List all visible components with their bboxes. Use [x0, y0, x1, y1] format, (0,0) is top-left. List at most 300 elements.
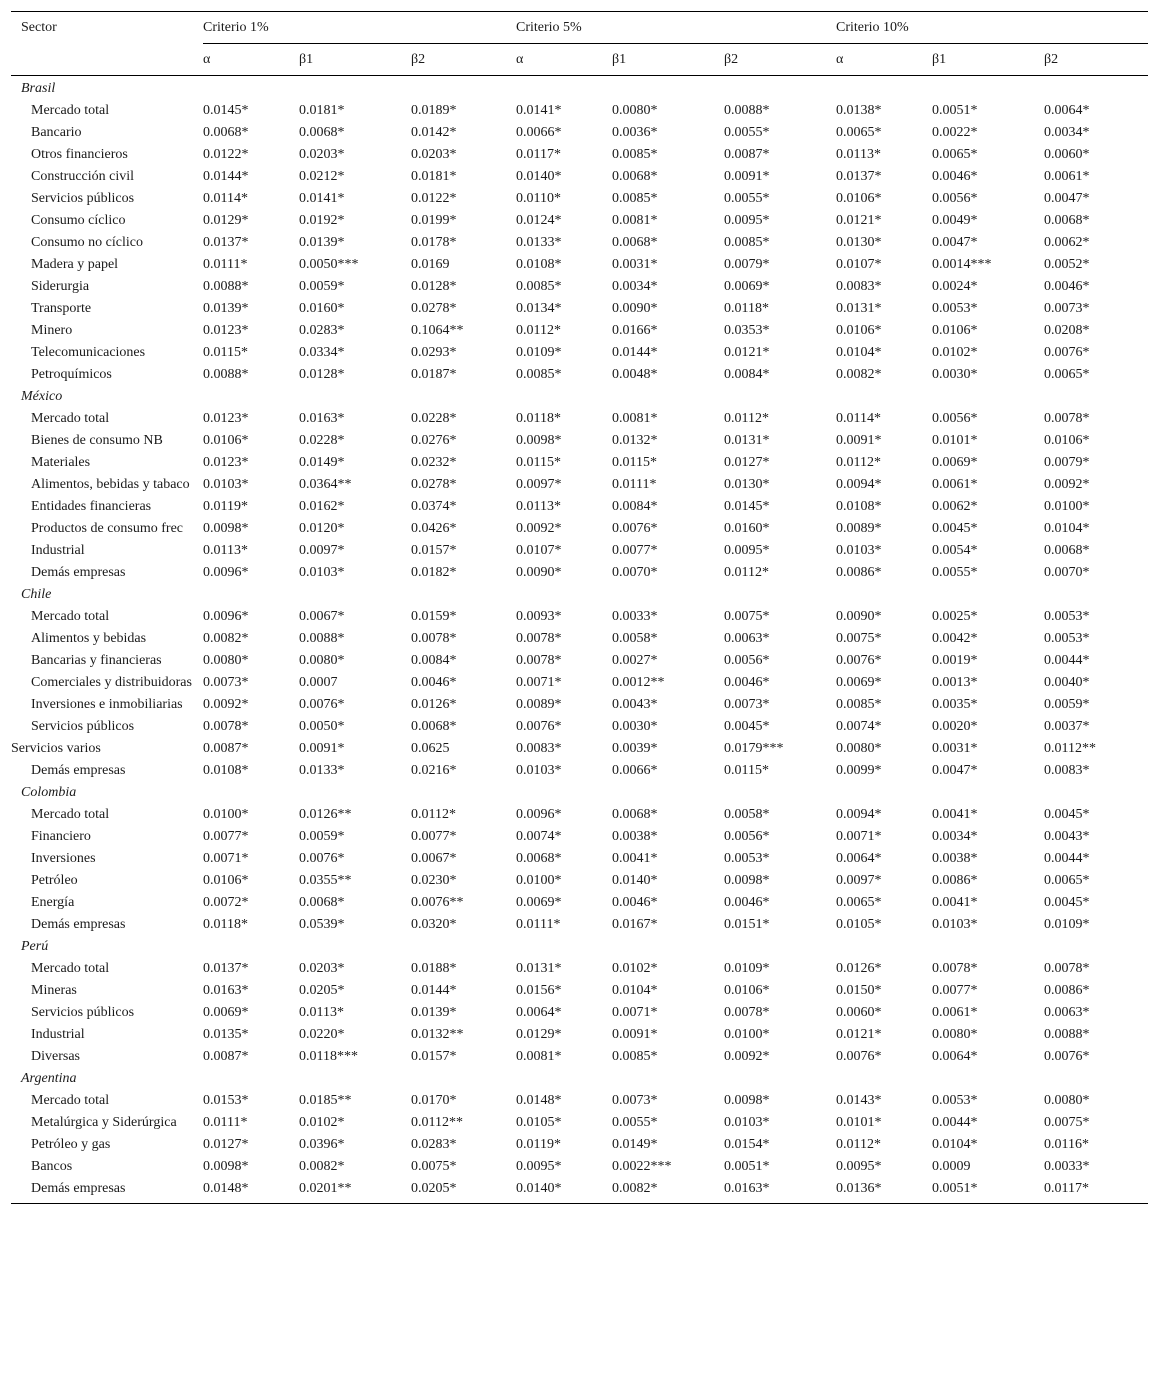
table-row	[11, 122, 1148, 144]
value-cell: 0.0092*	[724, 1049, 770, 1064]
value-cell: 0.0118*	[724, 301, 769, 316]
value-cell: 0.0106*	[836, 191, 882, 206]
value-cell: 0.0143*	[836, 1093, 882, 1108]
value-cell: 0.0111*	[612, 477, 657, 492]
sector-name: Demás empresas	[31, 763, 126, 778]
value-cell: 0.0085*	[516, 367, 562, 382]
country-label: Chile	[21, 587, 52, 602]
table-row	[11, 1156, 1148, 1178]
value-cell: 0.0151*	[724, 917, 770, 932]
value-cell: 0.0050*	[299, 719, 345, 734]
value-cell: 0.0053*	[1044, 609, 1090, 624]
value-cell: 0.0100*	[203, 807, 249, 822]
value-cell: 0.0046*	[411, 675, 457, 690]
value-cell: 0.0100*	[1044, 499, 1090, 514]
value-cell: 0.0097*	[836, 873, 882, 888]
value-cell: 0.0150*	[836, 983, 882, 998]
table-row	[11, 474, 1148, 496]
sector-name: Servicios varios	[11, 741, 101, 756]
country-row	[11, 936, 1148, 958]
value-cell: 0.0220*	[299, 1027, 345, 1042]
value-cell: 0.0141*	[299, 191, 345, 206]
value-cell: 0.0163*	[299, 411, 345, 426]
subcol-header: α	[516, 52, 524, 67]
value-cell: 0.0205*	[411, 1181, 457, 1196]
value-cell: 0.0104*	[1044, 521, 1090, 536]
value-cell: 0.0082*	[299, 1159, 345, 1174]
value-cell: 0.0065*	[1044, 367, 1090, 382]
value-cell: 0.0081*	[516, 1049, 562, 1064]
table-row	[11, 672, 1148, 694]
value-cell: 0.0061*	[932, 477, 978, 492]
value-cell: 0.0539*	[299, 917, 345, 932]
table-row	[11, 650, 1148, 672]
value-cell: 0.0106*	[203, 873, 249, 888]
value-cell: 0.0087*	[724, 147, 770, 162]
value-cell: 0.0112*	[836, 455, 881, 470]
value-cell: 0.0426*	[411, 521, 457, 536]
value-cell: 0.0157*	[411, 1049, 457, 1064]
value-cell: 0.0103*	[932, 917, 978, 932]
sector-name: Demás empresas	[31, 1181, 126, 1196]
value-cell: 0.0355**	[299, 873, 352, 888]
value-cell: 0.0108*	[203, 763, 249, 778]
country-row	[11, 76, 1148, 101]
value-cell: 0.0065*	[932, 147, 978, 162]
country-row	[11, 782, 1148, 804]
value-cell: 0.0113*	[516, 499, 561, 514]
value-cell: 0.0043*	[1044, 829, 1090, 844]
value-cell: 0.0096*	[203, 609, 249, 624]
value-cell: 0.0278*	[411, 477, 457, 492]
value-cell: 0.0082*	[612, 1181, 658, 1196]
value-cell: 0.0192*	[299, 213, 345, 228]
value-cell: 0.0122*	[411, 191, 457, 206]
sector-name: Bancario	[31, 125, 82, 140]
value-cell: 0.0112**	[411, 1115, 463, 1130]
table-header	[11, 12, 1148, 76]
sector-name: Mineras	[31, 983, 77, 998]
value-cell: 0.0061*	[932, 1005, 978, 1020]
value-cell: 0.0083*	[836, 279, 882, 294]
value-cell: 0.0126*	[411, 697, 457, 712]
value-cell: 0.0060*	[836, 1005, 882, 1020]
value-cell: 0.0079*	[1044, 455, 1090, 470]
table-row	[11, 914, 1148, 936]
value-cell: 0.0022*	[932, 125, 978, 140]
value-cell: 0.0118***	[299, 1049, 358, 1064]
value-cell: 0.0112*	[724, 411, 769, 426]
value-cell: 0.0139*	[411, 1005, 457, 1020]
value-cell: 0.0144*	[411, 983, 457, 998]
value-cell: 0.0131*	[836, 301, 882, 316]
value-cell: 0.0039*	[612, 741, 658, 756]
sector-name: Mercado total	[31, 411, 110, 426]
value-cell: 0.0073*	[203, 675, 249, 690]
value-cell: 0.0053*	[1044, 631, 1090, 646]
sector-name: Mercado total	[31, 103, 110, 118]
value-cell: 0.0030*	[612, 719, 658, 734]
value-cell: 0.0087*	[203, 1049, 249, 1064]
value-cell: 0.0053*	[932, 301, 978, 316]
value-cell: 0.0228*	[411, 411, 457, 426]
value-cell: 0.0130*	[836, 235, 882, 250]
value-cell: 0.0085*	[612, 191, 658, 206]
sector-name: Minero	[31, 323, 73, 338]
value-cell: 0.0070*	[1044, 565, 1090, 580]
value-cell: 0.0103*	[836, 543, 882, 558]
value-cell: 0.0139*	[299, 235, 345, 250]
value-cell: 0.0064*	[1044, 103, 1090, 118]
value-cell: 0.0054*	[932, 543, 978, 558]
value-cell: 0.0128*	[299, 367, 345, 382]
value-cell: 0.0046*	[932, 169, 978, 184]
value-cell: 0.0041*	[932, 895, 978, 910]
subcol-header: β1	[299, 52, 314, 67]
value-cell: 0.0100*	[516, 873, 562, 888]
value-cell: 0.0123*	[203, 411, 249, 426]
sector-name: Construcción civil	[31, 169, 135, 184]
value-cell: 0.0100*	[724, 1027, 770, 1042]
sector-name: Comerciales y distribuidoras	[31, 675, 192, 690]
value-cell: 0.0135*	[203, 1027, 249, 1042]
value-cell: 0.0089*	[836, 521, 882, 536]
value-cell: 0.0058*	[612, 631, 658, 646]
country-row	[11, 584, 1148, 606]
sector-name: Servicios públicos	[31, 191, 135, 206]
value-cell: 0.0085*	[724, 235, 770, 250]
value-cell: 0.0030*	[932, 367, 978, 382]
value-cell: 0.0137*	[203, 961, 249, 976]
value-cell: 0.0024*	[932, 279, 978, 294]
value-cell: 0.0075*	[411, 1159, 457, 1174]
value-cell: 0.0078*	[411, 631, 457, 646]
value-cell: 0.0098*	[724, 1093, 770, 1108]
value-cell: 0.0077*	[932, 983, 978, 998]
table-row	[11, 452, 1148, 474]
value-cell: 0.0056*	[724, 829, 770, 844]
value-cell: 0.0053*	[932, 1093, 978, 1108]
value-cell: 0.0121*	[836, 1027, 882, 1042]
value-cell: 0.0111*	[203, 257, 248, 272]
value-cell: 0.0019*	[932, 653, 978, 668]
value-cell: 0.0118*	[203, 917, 248, 932]
value-cell: 0.0049*	[932, 213, 978, 228]
table-body	[11, 76, 1148, 1204]
value-cell: 0.0111*	[516, 917, 561, 932]
value-cell: 0.0148*	[516, 1093, 562, 1108]
value-cell: 0.0149*	[299, 455, 345, 470]
value-cell: 0.0020*	[932, 719, 978, 734]
value-cell: 0.0110*	[516, 191, 561, 206]
value-cell: 0.0118*	[516, 411, 561, 426]
value-cell: 0.0097*	[299, 543, 345, 558]
sector-name: Transporte	[31, 301, 92, 316]
value-cell: 0.0088*	[724, 103, 770, 118]
value-cell: 0.0144*	[612, 345, 658, 360]
value-cell: 0.0111*	[203, 1115, 248, 1130]
value-cell: 0.0109*	[724, 961, 770, 976]
value-cell: 0.0156*	[516, 983, 562, 998]
value-cell: 0.0073*	[1044, 301, 1090, 316]
value-cell: 0.0077*	[203, 829, 249, 844]
value-cell: 0.0106*	[932, 323, 978, 338]
value-cell: 0.0189*	[411, 103, 457, 118]
value-cell: 0.0179***	[724, 741, 784, 756]
subcol-header: β1	[932, 52, 947, 67]
value-cell: 0.0051*	[724, 1159, 770, 1174]
value-cell: 0.0059*	[1044, 697, 1090, 712]
table-row	[11, 100, 1148, 122]
value-cell: 0.0091*	[836, 433, 882, 448]
value-cell: 0.0159*	[411, 609, 457, 624]
value-cell: 0.0085*	[836, 697, 882, 712]
results-table	[11, 11, 1148, 1204]
sector-name: Industrial	[31, 1027, 85, 1042]
sector-name: Siderurgia	[31, 279, 90, 294]
value-cell: 0.0076*	[836, 653, 882, 668]
group-header-5pct: Criterio 5%	[516, 12, 836, 44]
value-cell: 0.0124*	[516, 213, 562, 228]
value-cell: 0.0132*	[612, 433, 658, 448]
value-cell: 0.0076*	[516, 719, 562, 734]
value-cell: 0.0080*	[299, 653, 345, 668]
sector-name: Madera y papel	[31, 257, 119, 272]
value-cell: 0.0098*	[724, 873, 770, 888]
value-cell: 0.0276*	[411, 433, 457, 448]
value-cell: 0.0108*	[516, 257, 562, 272]
value-cell: 0.0104*	[932, 1137, 978, 1152]
value-cell: 0.0166*	[612, 323, 658, 338]
table-row	[11, 870, 1148, 892]
value-cell: 0.0115*	[203, 345, 248, 360]
value-cell: 0.0088*	[203, 279, 249, 294]
table-row	[11, 320, 1148, 342]
value-cell: 0.0044*	[932, 1115, 978, 1130]
value-cell: 0.0062*	[932, 499, 978, 514]
table-row	[11, 276, 1148, 298]
value-cell: 0.0071*	[612, 1005, 658, 1020]
value-cell: 0.0083*	[516, 741, 562, 756]
value-cell: 0.0203*	[411, 147, 457, 162]
value-cell: 0.0142*	[411, 125, 457, 140]
value-cell: 0.0181*	[299, 103, 345, 118]
value-cell: 0.0098*	[203, 521, 249, 536]
value-cell: 0.0075*	[836, 631, 882, 646]
value-cell: 0.0013*	[932, 675, 978, 690]
country-label: Brasil	[21, 81, 56, 96]
sector-name: Inversiones	[31, 851, 96, 866]
subcol-header: α	[203, 52, 211, 67]
value-cell: 0.0162*	[299, 499, 345, 514]
value-cell: 0.0065*	[836, 895, 882, 910]
table-row	[11, 1112, 1148, 1134]
value-cell: 0.0106*	[836, 323, 882, 338]
value-cell: 0.0038*	[612, 829, 658, 844]
value-cell: 0.0076*	[1044, 345, 1090, 360]
sector-name: Inversiones e inmobiliarias	[31, 697, 183, 712]
value-cell: 0.0025*	[932, 609, 978, 624]
value-cell: 0.0041*	[612, 851, 658, 866]
value-cell: 0.0163*	[724, 1181, 770, 1196]
value-cell: 0.0160*	[724, 521, 770, 536]
value-cell: 0.0027*	[612, 653, 658, 668]
value-cell: 0.0181*	[411, 169, 457, 184]
table-row	[11, 342, 1148, 364]
sector-name: Petroquímicos	[31, 367, 112, 382]
value-cell: 0.0075*	[1044, 1115, 1090, 1130]
table-row	[11, 562, 1148, 584]
value-cell: 0.0078*	[1044, 961, 1090, 976]
value-cell: 0.0058*	[724, 807, 770, 822]
value-cell: 0.0126**	[299, 807, 352, 822]
value-cell: 0.0109*	[516, 345, 562, 360]
sector-name: Petróleo	[31, 873, 78, 888]
value-cell: 0.0082*	[203, 631, 249, 646]
value-cell: 0.0199*	[411, 213, 457, 228]
value-cell: 0.0085*	[516, 279, 562, 294]
sector-name: Alimentos y bebidas	[31, 631, 147, 646]
value-cell: 0.0113*	[203, 543, 248, 558]
value-cell: 0.0123*	[203, 455, 249, 470]
sector-name: Diversas	[31, 1049, 80, 1064]
value-cell: 0.0153*	[203, 1093, 249, 1108]
table-row	[11, 144, 1148, 166]
value-cell: 0.0113*	[836, 147, 881, 162]
value-cell: 0.0283*	[299, 323, 345, 338]
table-row	[11, 1134, 1148, 1156]
table-row	[11, 188, 1148, 210]
sector-name: Bancarias y financieras	[31, 653, 162, 668]
value-cell: 0.0129*	[516, 1027, 562, 1042]
value-cell: 0.0099*	[836, 763, 882, 778]
value-cell: 0.0120*	[299, 521, 345, 536]
table-row	[11, 254, 1148, 276]
value-cell: 0.0203*	[299, 961, 345, 976]
value-cell: 0.0056*	[724, 653, 770, 668]
table-row	[11, 298, 1148, 320]
sector-name: Mercado total	[31, 807, 110, 822]
country-label: México	[21, 389, 63, 404]
value-cell: 0.0066*	[516, 125, 562, 140]
value-cell: 0.0132**	[411, 1027, 464, 1042]
table-row	[11, 232, 1148, 254]
value-cell: 0.0396*	[299, 1137, 345, 1152]
value-cell: 0.0103*	[299, 565, 345, 580]
value-cell: 0.0095*	[516, 1159, 562, 1174]
sector-name: Financiero	[31, 829, 91, 844]
sector-name: Demás empresas	[31, 565, 126, 580]
value-cell: 0.0149*	[612, 1137, 658, 1152]
value-cell: 0.0071*	[203, 851, 249, 866]
value-cell: 0.0045*	[1044, 895, 1090, 910]
value-cell: 0.0048*	[612, 367, 658, 382]
value-cell: 0.0090*	[516, 565, 562, 580]
value-cell: 0.0136*	[836, 1181, 882, 1196]
sector-name: Demás empresas	[31, 917, 126, 932]
value-cell: 0.0278*	[411, 301, 457, 316]
table-row	[11, 540, 1148, 562]
value-cell: 0.0117*	[516, 147, 561, 162]
value-cell: 0.0126*	[836, 961, 882, 976]
sector-name: Metalúrgica y Siderúrgica	[31, 1115, 177, 1130]
value-cell: 0.0036*	[612, 125, 658, 140]
value-cell: 0.0080*	[612, 103, 658, 118]
sector-name: Alimentos, bebidas y tabaco	[31, 477, 190, 492]
value-cell: 0.0061*	[1044, 169, 1090, 184]
value-cell: 0.0115*	[612, 455, 657, 470]
value-cell: 0.0031*	[612, 257, 658, 272]
table-row	[11, 892, 1148, 914]
table-row	[11, 496, 1148, 518]
value-cell: 0.0137*	[836, 169, 882, 184]
value-cell: 0.0102*	[299, 1115, 345, 1130]
value-cell: 0.0051*	[932, 1181, 978, 1196]
value-cell: 0.0043*	[612, 697, 658, 712]
sector-name: Mercado total	[31, 1093, 110, 1108]
value-cell: 0.0072*	[203, 895, 249, 910]
value-cell: 0.0076*	[299, 697, 345, 712]
value-cell: 0.0095*	[724, 543, 770, 558]
value-cell: 0.0060*	[1044, 147, 1090, 162]
value-cell: 0.0137*	[203, 235, 249, 250]
value-cell: 0.0088*	[203, 367, 249, 382]
value-cell: 0.0134*	[516, 301, 562, 316]
value-cell: 0.0106*	[203, 433, 249, 448]
value-cell: 0.0109*	[1044, 917, 1090, 932]
value-cell: 0.0121*	[724, 345, 770, 360]
value-cell: 0.0127*	[203, 1137, 249, 1152]
value-cell: 0.0069*	[724, 279, 770, 294]
value-cell: 0.0107*	[516, 543, 562, 558]
value-cell: 0.0071*	[516, 675, 562, 690]
value-cell: 0.0068*	[1044, 543, 1090, 558]
value-cell: 0.0106*	[724, 983, 770, 998]
table-row	[11, 628, 1148, 650]
value-cell: 0.0084*	[612, 499, 658, 514]
value-cell: 0.0154*	[724, 1137, 770, 1152]
value-cell: 0.0105*	[836, 917, 882, 932]
value-cell: 0.0062*	[1044, 235, 1090, 250]
value-cell: 0.0077*	[411, 829, 457, 844]
value-cell: 0.0208*	[1044, 323, 1090, 338]
value-cell: 0.0065*	[836, 125, 882, 140]
value-cell: 0.0056*	[932, 411, 978, 426]
value-cell: 0.0097*	[516, 477, 562, 492]
value-cell: 0.0056*	[932, 191, 978, 206]
value-cell: 0.0123*	[203, 323, 249, 338]
value-cell: 0.0090*	[836, 609, 882, 624]
group-header-10pct: Criterio 10%	[836, 12, 1148, 44]
value-cell: 0.0079*	[724, 257, 770, 272]
value-cell: 0.0203*	[299, 147, 345, 162]
value-cell: 0.0081*	[612, 213, 658, 228]
subcol-header: β2	[411, 52, 426, 67]
value-cell: 0.0133*	[516, 235, 562, 250]
value-cell: 0.0078*	[932, 961, 978, 976]
value-cell: 0.0074*	[516, 829, 562, 844]
value-cell: 0.0076*	[612, 521, 658, 536]
sector-header: Sector	[21, 20, 57, 35]
table-row	[11, 430, 1148, 452]
value-cell: 0.0232*	[411, 455, 457, 470]
value-cell: 0.0112*	[724, 565, 769, 580]
value-cell: 0.0074*	[836, 719, 882, 734]
value-cell: 0.0088*	[299, 631, 345, 646]
value-cell: 0.0069*	[203, 1005, 249, 1020]
value-cell: 0.0014***	[932, 257, 992, 272]
value-cell: 0.0092*	[516, 521, 562, 536]
